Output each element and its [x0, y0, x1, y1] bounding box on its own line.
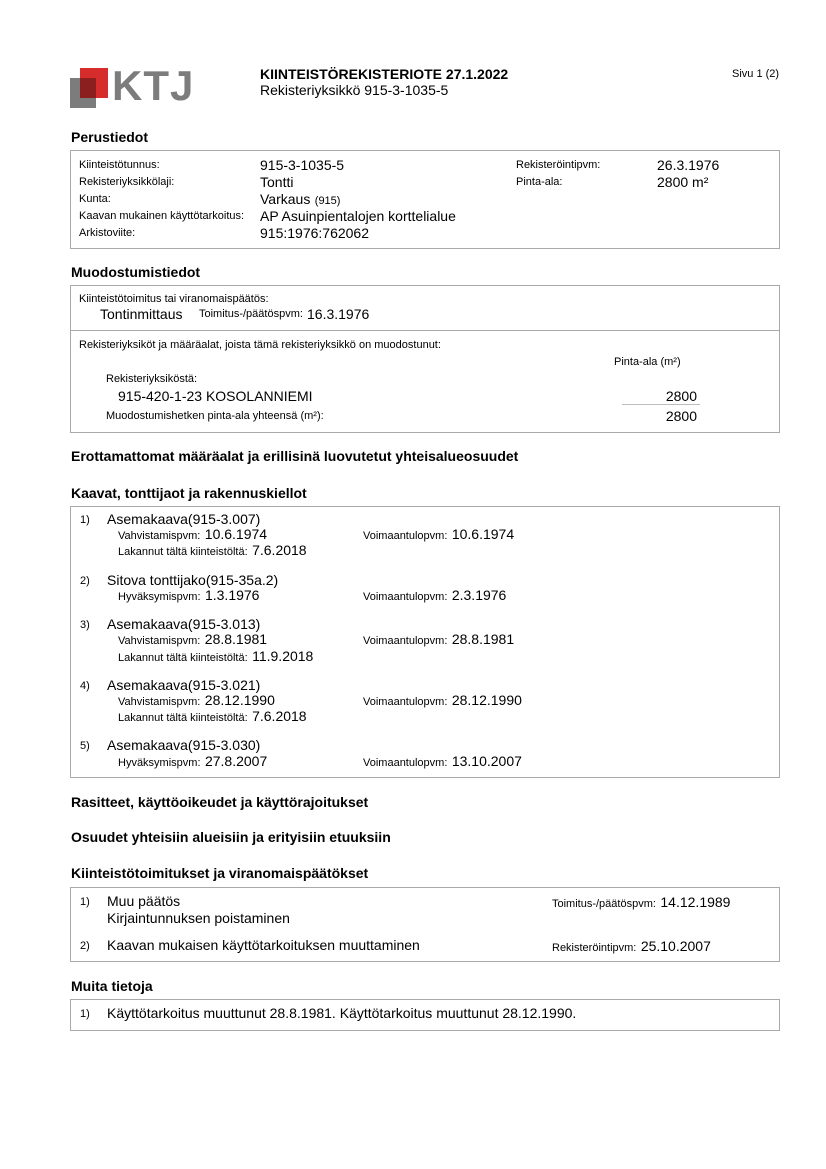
from-label: Rekisteriyksiköstä:	[106, 373, 198, 385]
toimitus-name: Kaavan mukaisen käyttötarkoituksen muuttaminen	[107, 937, 420, 953]
section-title-muita: Muita tietoja	[71, 978, 153, 994]
kaava-date-label: Vahvistamispvm:	[118, 635, 201, 647]
kaava-number: 4)	[80, 680, 90, 692]
toimitus-date-value: 25.10.2007	[640, 938, 711, 954]
value-kiinteistotunnus: 915-3-1035-5	[260, 157, 345, 173]
kaava-number: 5)	[80, 740, 90, 752]
sum-line	[622, 404, 700, 405]
value-pinta-ala: 2800 m²	[657, 174, 709, 190]
kaava-name: Sitova tonttijako(915-35a.2)	[107, 572, 279, 588]
kaava-number: 2)	[80, 575, 90, 587]
kaava-date-1	[118, 631, 267, 649]
kaava-name: Asemakaava(915-3.030)	[107, 737, 261, 753]
total-area: 2800	[665, 408, 697, 424]
kaava-date-label: Vahvistamispvm:	[118, 530, 201, 542]
toimitus-date: 16.3.1976	[307, 306, 370, 322]
from-area: 2800	[665, 388, 697, 404]
logo-text: KTJ	[112, 62, 195, 109]
section-title-osuudet: Osuudet yhteisiin alueisiin ja erityisiin etuuksiin	[71, 829, 391, 845]
voimaantulo-value: 28.12.1990	[451, 692, 522, 708]
section-title-toimitukset: Kiinteistötoimitukset ja viranomaispäätökset	[71, 865, 369, 881]
lakannut-value: 7.6.2018	[252, 542, 307, 558]
kaava-number: 1)	[80, 514, 90, 526]
kaava-lakannut	[118, 542, 307, 560]
kaava-voimaantulo	[363, 692, 522, 710]
lakannut-value: 11.9.2018	[252, 648, 314, 664]
voimaantulo-value: 28.8.1981	[451, 631, 515, 647]
label-arkistoviite: Arkistoviite:	[79, 227, 136, 239]
kaava-date-label: Hyväksymispvm:	[118, 591, 201, 603]
toimitus-date	[552, 938, 711, 956]
label-kunta: Kunta:	[79, 193, 111, 205]
kaava-number: 3)	[80, 619, 90, 631]
voimaantulo-value: 13.10.2007	[451, 753, 522, 769]
toimitus-label: Kiinteistötoimitus tai viranomaispäätös:	[79, 293, 269, 305]
toimitus-date-label: Toimitus-/päätöspvm:	[552, 898, 656, 910]
voimaantulo-label: Voimaantulopvm:	[363, 757, 448, 769]
kaava-voimaantulo	[363, 753, 522, 771]
kaava-name: Asemakaava(915-3.007)	[107, 511, 261, 527]
kaava-date-value: 28.8.1981	[204, 631, 268, 647]
lakannut-label: Lakannut tältä kiinteistöltä:	[118, 652, 248, 664]
label-kiinteistotunnus: Kiinteistötunnus:	[79, 159, 160, 171]
kaava-voimaantulo	[363, 526, 514, 544]
muita-text: Käyttötarkoitus muuttunut 28.8.1981. Käyttötarkoitus muuttunut 28.12.1990.	[107, 1005, 577, 1021]
value-rekisterointipvm: 26.3.1976	[657, 157, 720, 173]
value-rekisteriyksikkolaji: Tontti	[260, 174, 294, 190]
report-title: KIINTEISTÖREKISTERIOTE 27.1.2022	[260, 66, 509, 82]
section-title-rasitteet: Rasitteet, käyttöoikeudet ja käyttörajoitukset	[71, 794, 369, 810]
kaava-date-1	[118, 753, 267, 771]
section-title-muodostumistiedot: Muodostumistiedot	[71, 264, 201, 280]
kunta-name: Varkaus	[260, 191, 311, 207]
label-pinta-ala: Pinta-ala:	[516, 176, 563, 188]
ktj-logo	[70, 62, 195, 110]
toimitus-date-label: Toimitus-/päätöspvm:	[199, 308, 303, 320]
section-title-kaavat: Kaavat, tonttijaot ja rakennuskiellot	[71, 485, 307, 501]
label-kayttotarkoitus: Kaavan mukainen käyttötarkoitus:	[79, 210, 245, 222]
kaava-date-value: 28.12.1990	[204, 692, 275, 708]
voimaantulo-label: Voimaantulopvm:	[363, 530, 448, 542]
page-number: Sivu 1 (2)	[732, 68, 780, 80]
lakannut-label: Lakannut tältä kiinteistöltä:	[118, 546, 248, 558]
voimaantulo-value: 10.6.1974	[451, 526, 515, 542]
voimaantulo-value: 2.3.1976	[451, 587, 507, 603]
toimitus-date-value: 14.12.1989	[660, 894, 731, 910]
lakannut-label: Lakannut tältä kiinteistöltä:	[118, 712, 248, 724]
voimaantulo-label: Voimaantulopvm:	[363, 591, 448, 603]
kaava-date-label: Vahvistamispvm:	[118, 696, 201, 708]
toimitus-date-label: Rekisteröintipvm:	[552, 942, 637, 954]
kaava-name: Asemakaava(915-3.021)	[107, 677, 261, 693]
kaava-voimaantulo	[363, 631, 514, 649]
kaava-name: Asemakaava(915-3.013)	[107, 616, 261, 632]
kaava-lakannut	[118, 648, 313, 666]
voimaantulo-label: Voimaantulopvm:	[363, 635, 448, 647]
toimitus-number: 2)	[80, 940, 90, 952]
value-kayttotarkoitus: AP Asuinpientalojen korttelialue	[260, 208, 456, 224]
muita-number: 1)	[80, 1008, 90, 1020]
toimitus-number: 1)	[80, 896, 90, 908]
value-kunta	[260, 191, 340, 209]
area-header: Pinta-ala (m²)	[614, 356, 681, 368]
toimitus-sub: Kirjaintunnuksen poistaminen	[107, 910, 290, 926]
section-title-erottamattomat: Erottamattomat määräalat ja erillisinä luovutetut yhteisalueosuudet	[71, 448, 519, 464]
kaava-date-value: 27.8.2007	[204, 753, 268, 769]
origin-label: Rekisteriyksiköt ja määräalat, joista tämä rekisteriyksikkö on muodostunut:	[79, 339, 441, 351]
divider	[71, 330, 779, 331]
total-label: Muodostumishetken pinta-ala yhteensä (m²):	[106, 410, 324, 422]
report-subtitle: Rekisteriyksikkö 915-3-1035-5	[260, 82, 449, 98]
kaava-date-value: 1.3.1976	[204, 587, 260, 603]
from-value: 915-420-1-23 KOSOLANNIEMI	[118, 388, 313, 404]
kaava-date-1	[118, 587, 259, 605]
logo-mark	[70, 68, 110, 108]
toimitus-name: Muu päätös	[107, 893, 181, 909]
kaava-date-label: Hyväksymispvm:	[118, 757, 201, 769]
kunta-code: (915)	[314, 195, 341, 207]
kaava-lakannut	[118, 708, 307, 726]
section-title-perustiedot: Perustiedot	[71, 129, 149, 145]
label-rekisterointipvm: Rekisteröintipvm:	[516, 159, 601, 171]
voimaantulo-label: Voimaantulopvm:	[363, 696, 448, 708]
lakannut-value: 7.6.2018	[252, 708, 307, 724]
label-rekisteriyksikkolaji: Rekisteriyksikkölaji:	[79, 176, 175, 188]
kaava-date-value: 10.6.1974	[204, 526, 268, 542]
value-arkistoviite: 915:1976:762062	[260, 225, 369, 241]
toimitus-date	[552, 894, 730, 912]
toimitus-value: Tontinmittaus	[100, 306, 183, 322]
kaava-voimaantulo	[363, 587, 506, 605]
